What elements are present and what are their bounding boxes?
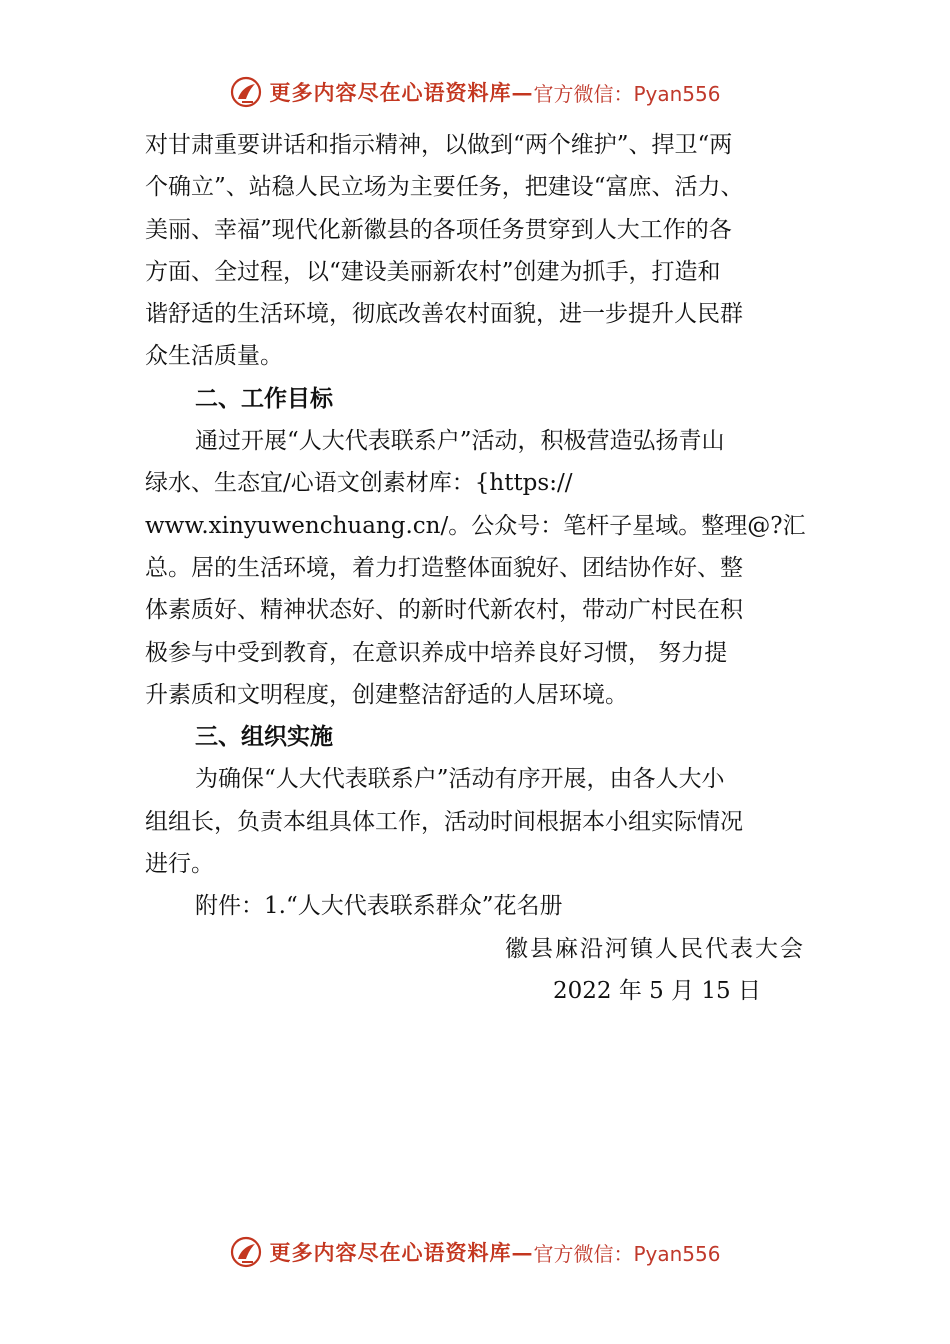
section-heading-implementation: 三、组织实施 bbox=[195, 723, 333, 751]
paragraph-line: 极参与中受到教育，在意识养成中培养良好习惯， 努力提 bbox=[145, 639, 728, 666]
paragraph-line: 通过开展“人大代表联系户”活动，积极营造弘扬青山 bbox=[195, 428, 725, 455]
watermark-text-left: 更多内容尽在心语资料库— bbox=[269, 1240, 534, 1265]
paragraph-line: 组组长，负责本组具体工作，活动时间根据本小组实际情况 bbox=[145, 808, 743, 835]
watermark-text-left: 更多内容尽在心语资料库— bbox=[269, 80, 534, 105]
swan-pen-logo-icon bbox=[229, 75, 263, 109]
body-line: 方面、全过程，以“建设美丽新农村”创建为抓手，打造和 bbox=[145, 258, 721, 285]
swan-pen-logo-icon bbox=[229, 1235, 263, 1269]
document-body bbox=[145, 124, 811, 1012]
watermark-banner-top bbox=[0, 72, 950, 112]
watermark-banner-bottom bbox=[0, 1232, 950, 1272]
signature-org: 徽县麻沿河镇人民代表大会 bbox=[505, 935, 805, 962]
watermark-text-right: 官方微信：Pyan556 bbox=[533, 81, 721, 106]
body-line: 美丽、幸福”现代化新徽县的各项任务贯穿到人大工作的各 bbox=[145, 216, 732, 243]
body-line: 对甘肃重要讲话和指示精神，以做到“两个维护”、捍卫“两 bbox=[145, 132, 733, 158]
paragraph-line: 体素质好、精神状态好、的新时代新农村，带动广村民在积 bbox=[145, 597, 743, 624]
paragraph-line: 进行。 bbox=[145, 851, 214, 878]
paragraph-line: 总。居的生活环境，着力打造整体面貌好、团结协作好、整 bbox=[145, 554, 743, 581]
section-heading-goals: 二、工作目标 bbox=[195, 384, 333, 412]
paragraph-line: 为确保“人大代表联系户”活动有序开展，由各人大小 bbox=[195, 766, 725, 793]
signature-date: 2022 年 5 月 15 日 bbox=[553, 977, 761, 1004]
watermark-text-right: 官方微信：Pyan556 bbox=[533, 1241, 721, 1266]
attachment-line: 附件：1.“人大代表联系群众”花名册 bbox=[195, 893, 563, 920]
body-line: 谐舒适的生活环境，彻底改善农村面貌，进一步提升人民群 bbox=[145, 301, 743, 328]
paragraph-line: 升素质和文明程度，创建整洁舒适的人居环境。 bbox=[145, 681, 628, 708]
paragraph-line: www.xinyuwenchuang.cn/。公众号：笔杆子星域。整理@?汇 bbox=[145, 512, 806, 539]
paragraph-line: 绿水、生态宜/心语文创素材库：{https:// bbox=[145, 470, 573, 497]
body-line: 众生活质量。 bbox=[145, 343, 283, 370]
body-line: 个确立”、站稳人民立场为主要任务，把建设“富庶、活力、 bbox=[145, 174, 744, 201]
